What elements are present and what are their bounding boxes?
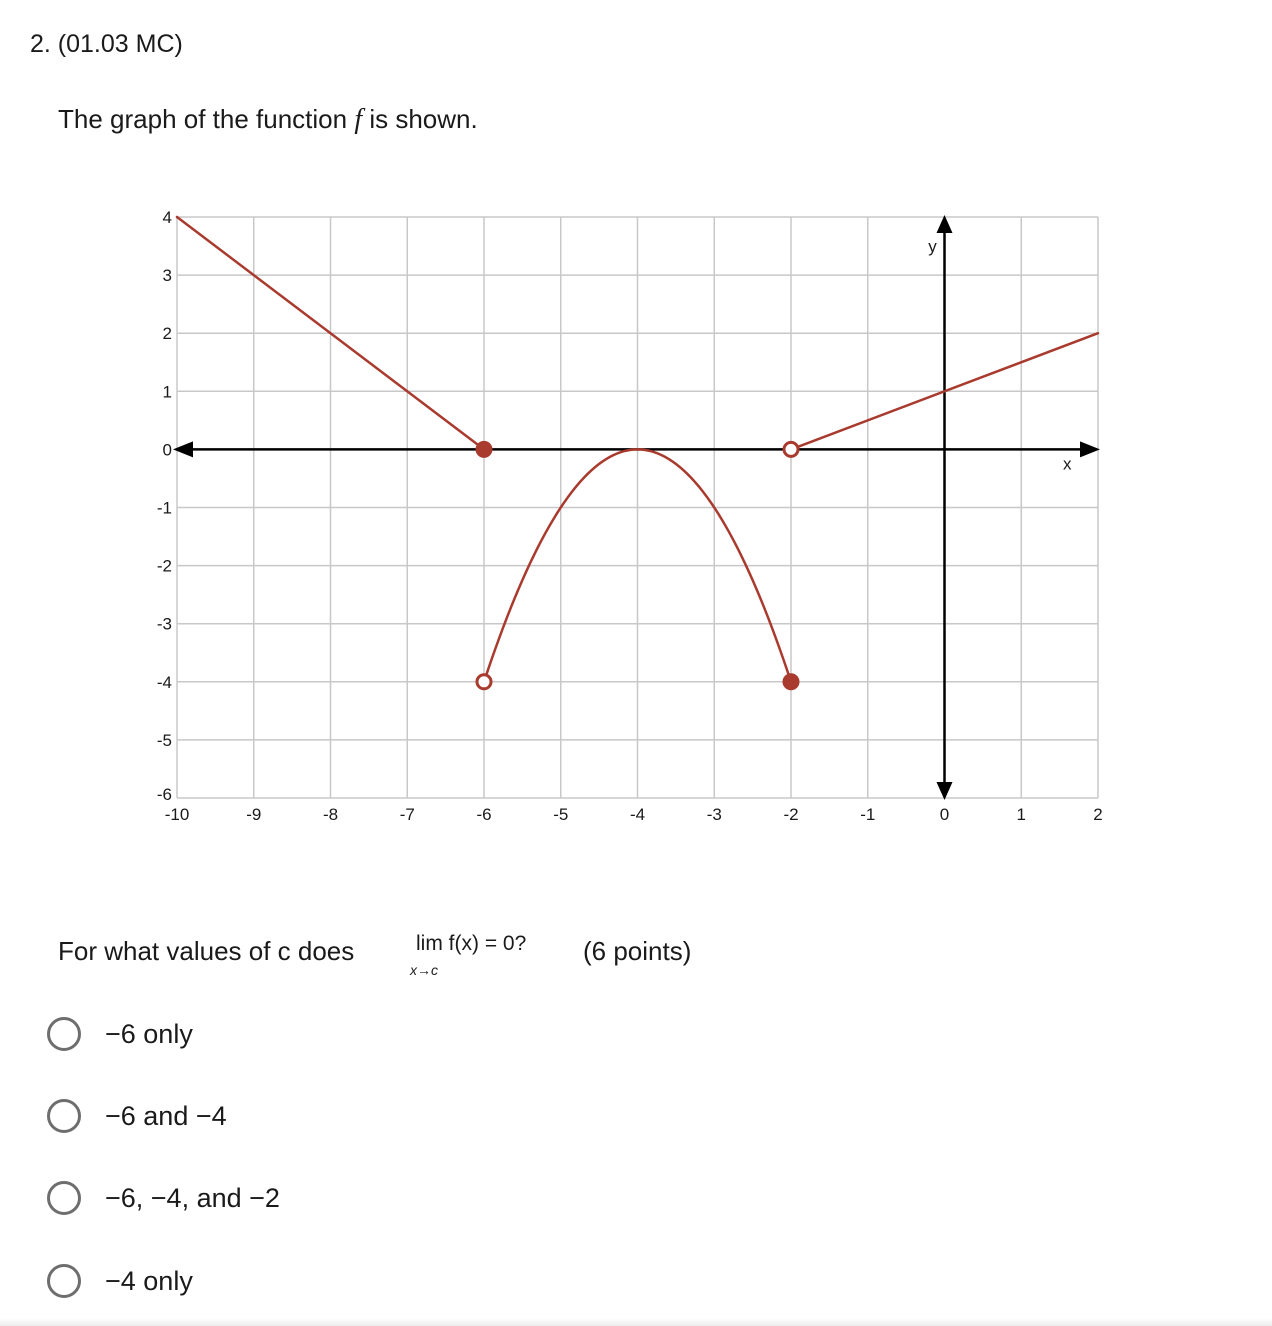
- y-tick-label: 0: [162, 440, 172, 460]
- y-tick-label: 1: [162, 382, 172, 402]
- radio-button[interactable]: [47, 1264, 81, 1298]
- option-neg6-and-neg4[interactable]: [47, 1096, 227, 1136]
- option-label: −6, −4, and −2: [105, 1182, 280, 1213]
- limit-question-text: For what values of c does: [58, 936, 355, 966]
- x-tick-label: -5: [553, 805, 569, 824]
- x-tick-label: -4: [629, 805, 646, 824]
- closed-endpoint: [784, 675, 798, 689]
- closed-endpoint: [477, 442, 491, 456]
- question-number: 2. (01.03 MC): [30, 30, 183, 58]
- y-tick-label: -6: [156, 785, 172, 804]
- radio-button[interactable]: [47, 1017, 81, 1051]
- x-tick-label: -7: [399, 805, 415, 824]
- option-neg6-neg4-neg2[interactable]: [47, 1178, 280, 1218]
- x-tick-label: -9: [246, 805, 262, 824]
- prompt-before: The graph of the function: [58, 104, 355, 134]
- x-tick-label: -8: [322, 805, 339, 824]
- option-label: −6 only: [105, 1018, 193, 1049]
- x-axis-left-arrow: [173, 441, 193, 457]
- option-neg6-only[interactable]: [47, 1014, 193, 1054]
- option-label: −4 only: [105, 1265, 193, 1296]
- open-endpoint: [477, 675, 491, 689]
- option-neg4-only[interactable]: [47, 1261, 193, 1301]
- y-tick-label: -5: [156, 730, 172, 750]
- x-tick-label: -1: [860, 805, 876, 824]
- y-axis-label: y: [928, 237, 937, 256]
- y-tick-label: 3: [162, 266, 172, 286]
- radio-button[interactable]: [47, 1099, 81, 1133]
- y-tick-label: 2: [162, 324, 172, 344]
- limit-subscript: x→c: [410, 962, 438, 978]
- x-tick-label: 1: [1016, 805, 1026, 824]
- limit-expression: lim f(x) = 0?: [416, 932, 527, 955]
- x-tick-label: 0: [939, 805, 950, 824]
- y-tick-label: -3: [156, 614, 172, 634]
- radio-button[interactable]: [47, 1181, 81, 1215]
- y-tick-label: -1: [156, 498, 172, 518]
- x-tick-label: -3: [706, 805, 722, 824]
- prompt-after: is shown.: [362, 104, 478, 134]
- points-value: (6 points): [583, 936, 692, 966]
- x-tick-label: -10: [164, 805, 190, 824]
- y-tick-label: -2: [156, 556, 172, 576]
- y-tick-label: -4: [156, 672, 172, 692]
- x-axis-right-arrow: [1080, 441, 1100, 457]
- y-tick-label: 4: [162, 208, 172, 227]
- x-tick-label: -6: [476, 805, 492, 824]
- x-tick-label: -2: [783, 805, 799, 824]
- function-name: f: [354, 104, 363, 135]
- open-endpoint: [784, 442, 798, 456]
- page-bottom-edge: [0, 1318, 1272, 1326]
- x-axis-label: x: [1063, 454, 1072, 474]
- x-tick-label: 2: [1093, 805, 1103, 824]
- option-label: −6 and −4: [105, 1100, 227, 1131]
